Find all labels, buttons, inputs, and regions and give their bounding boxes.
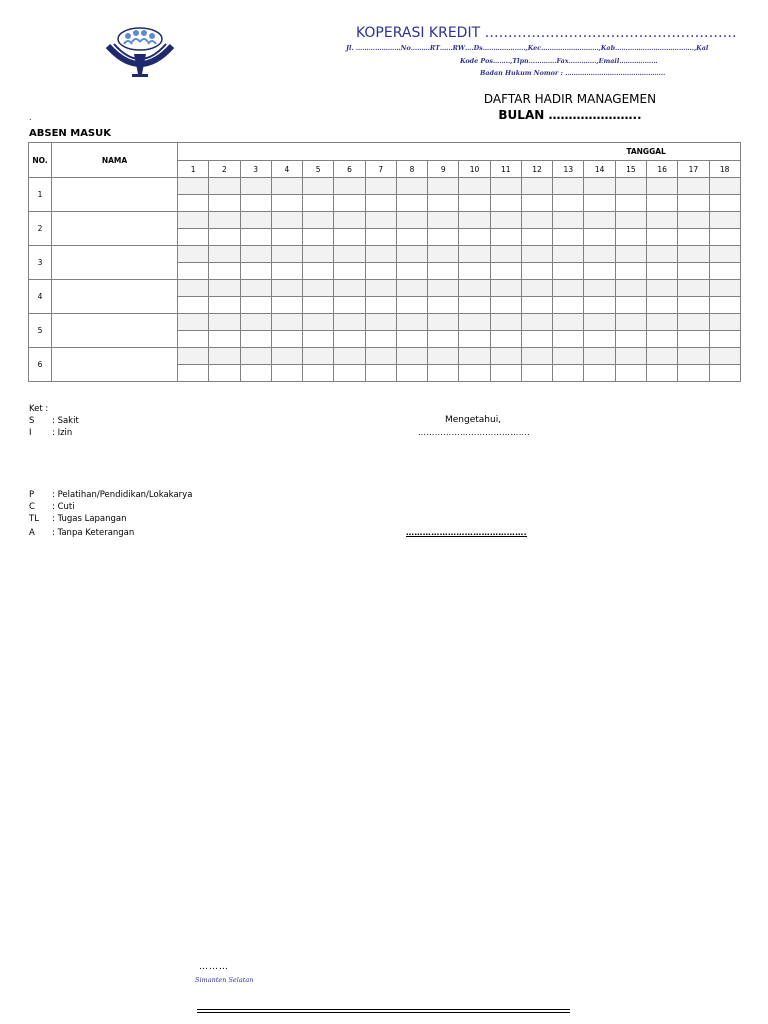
row-number: 1 [29,178,52,212]
attendance-cell[interactable] [271,348,302,365]
attendance-cell[interactable] [615,348,646,365]
attendance-cell[interactable] [615,178,646,195]
attendance-cell[interactable] [615,280,646,297]
attendance-cell[interactable] [490,246,521,263]
attendance-cell[interactable] [459,314,490,331]
attendance-cell[interactable] [553,297,584,314]
attendance-cell[interactable] [459,280,490,297]
attendance-cell[interactable] [303,212,334,229]
attendance-cell[interactable] [365,195,396,212]
attendance-cell[interactable] [709,195,740,212]
attendance-cell[interactable] [334,297,365,314]
name-cell[interactable] [52,280,178,314]
attendance-cell[interactable] [428,229,459,246]
day-header: 13 [553,161,584,178]
attendance-cell[interactable] [615,365,646,382]
attendance-cell[interactable] [396,263,427,280]
footer-rule-bottom [197,1012,570,1013]
footer-rule-top [197,1009,570,1010]
attendance-cell[interactable] [334,331,365,348]
name-cell[interactable] [52,178,178,212]
attendance-cell[interactable] [396,348,427,365]
attendance-cell[interactable] [396,212,427,229]
attendance-cell[interactable] [553,331,584,348]
legend-item-s [29,416,79,426]
attendance-cell[interactable] [240,348,271,365]
attendance-cell[interactable] [334,246,365,263]
attendance-cell[interactable] [428,212,459,229]
attendance-cell[interactable] [303,314,334,331]
attendance-cell[interactable] [521,314,552,331]
attendance-cell[interactable] [209,229,240,246]
attendance-cell[interactable] [365,246,396,263]
table-row [29,212,741,229]
attendance-cell[interactable] [709,297,740,314]
attendance-cell[interactable] [365,331,396,348]
legend-label: : Tanpa Keterangan [52,528,135,538]
table-row [29,178,741,195]
attendance-cell[interactable] [584,348,615,365]
attendance-cell[interactable] [178,348,209,365]
legend-item-a [29,528,134,538]
day-header: 11 [490,161,521,178]
attendance-cell[interactable] [271,280,302,297]
attendance-cell[interactable] [303,331,334,348]
row-number: 6 [29,348,52,382]
attendance-cell[interactable] [615,212,646,229]
attendance-cell[interactable] [490,212,521,229]
attendance-cell[interactable] [709,178,740,195]
attendance-cell[interactable] [303,229,334,246]
legend-heading: Ket : [29,404,49,414]
footer-dots: ……… [199,962,229,972]
attendance-cell[interactable] [646,297,677,314]
document-title: DAFTAR HADIR MANAGEMEN [483,92,657,106]
attendance-cell[interactable] [396,331,427,348]
attendance-cell[interactable] [521,263,552,280]
attendance-cell[interactable] [209,246,240,263]
attendance-cell[interactable] [365,178,396,195]
legend-code: C [29,502,35,512]
attendance-cell[interactable] [646,314,677,331]
attendance-cell[interactable] [240,365,271,382]
attendance-cell[interactable] [709,365,740,382]
attendance-cell[interactable] [428,246,459,263]
attendance-cell[interactable] [365,365,396,382]
column-header-nama: NAMA [52,143,178,178]
attendance-cell[interactable] [646,263,677,280]
day-header: 9 [428,161,459,178]
attendance-cell[interactable] [365,348,396,365]
attendance-cell[interactable] [396,229,427,246]
attendance-cell[interactable] [709,331,740,348]
attendance-cell[interactable] [240,314,271,331]
attendance-cell[interactable] [521,212,552,229]
legend-label: : Cuti [52,502,75,512]
attendance-cell[interactable] [178,263,209,280]
attendance-cell[interactable] [584,297,615,314]
attendance-cell[interactable] [428,263,459,280]
attendance-cell[interactable] [459,229,490,246]
attendance-cell[interactable] [334,280,365,297]
attendance-cell[interactable] [521,297,552,314]
attendance-cell[interactable] [615,195,646,212]
attendance-cell[interactable] [553,280,584,297]
address-line-2: Kode Pos……..,Tlpn………….Fax………….,Email……………… [460,57,658,65]
attendance-cell[interactable] [584,246,615,263]
attendance-cell[interactable] [646,229,677,246]
attendance-cell[interactable] [271,195,302,212]
attendance-cell[interactable] [646,365,677,382]
attendance-cell[interactable] [584,229,615,246]
attendance-cell[interactable] [428,331,459,348]
column-header-tanggal: TANGGAL [178,143,741,161]
attendance-cell[interactable] [709,280,740,297]
day-header: 18 [709,161,740,178]
attendance-cell[interactable] [459,348,490,365]
attendance-cell[interactable] [490,314,521,331]
attendance-cell[interactable] [396,195,427,212]
attendance-cell[interactable] [209,331,240,348]
day-header: 3 [240,161,271,178]
attendance-cell[interactable] [303,348,334,365]
attendance-cell[interactable] [209,195,240,212]
legend-item-tl [29,514,127,524]
legend-item-i [29,428,72,438]
attendance-cell[interactable] [584,178,615,195]
attendance-cell[interactable] [334,314,365,331]
attendance-table [28,142,741,382]
attendance-cell[interactable] [709,229,740,246]
attendance-cell[interactable] [334,263,365,280]
address-line-1: Jl. …………………No………RT……RW….Ds………………..,Kec………………………,Kab……………………………….,Kal [346,44,709,52]
attendance-cell[interactable] [240,195,271,212]
attendance-cell[interactable] [365,263,396,280]
attendance-cell[interactable] [521,246,552,263]
attendance-cell[interactable] [678,331,709,348]
attendance-cell[interactable] [490,297,521,314]
attendance-cell[interactable] [490,229,521,246]
attendance-cell[interactable] [615,297,646,314]
attendance-cell[interactable] [521,331,552,348]
row-number: 2 [29,212,52,246]
attendance-cell[interactable] [521,195,552,212]
signature-label: Mengetahui, [445,415,502,425]
day-header: 4 [271,161,302,178]
day-header: 6 [334,161,365,178]
attendance-cell[interactable] [178,229,209,246]
attendance-cell[interactable] [615,314,646,331]
attendance-cell[interactable] [209,365,240,382]
attendance-cell[interactable] [521,365,552,382]
signature-line-1: …………………………………. [418,428,531,437]
attendance-cell[interactable] [459,212,490,229]
attendance-cell[interactable] [553,229,584,246]
attendance-cell[interactable] [521,348,552,365]
footer-location: Simanten Selatan [195,976,254,984]
attendance-cell[interactable] [553,195,584,212]
legend-label: : Sakit [52,416,79,426]
attendance-cell[interactable] [646,178,677,195]
day-header: 17 [678,161,709,178]
attendance-cell[interactable] [709,246,740,263]
attendance-cell[interactable] [459,263,490,280]
attendance-cell[interactable] [396,178,427,195]
attendance-cell[interactable] [709,263,740,280]
attendance-cell[interactable] [396,314,427,331]
legend-item-c [29,502,75,512]
attendance-cell[interactable] [584,314,615,331]
attendance-cell[interactable] [209,178,240,195]
attendance-cell[interactable] [678,195,709,212]
attendance-cell[interactable] [178,280,209,297]
attendance-cell[interactable] [678,229,709,246]
attendance-cell[interactable] [271,365,302,382]
attendance-cell[interactable] [240,280,271,297]
attendance-cell[interactable] [303,297,334,314]
attendance-cell[interactable] [334,229,365,246]
attendance-cell[interactable] [271,297,302,314]
attendance-cell[interactable] [646,331,677,348]
attendance-cell[interactable] [396,297,427,314]
attendance-cell[interactable] [178,365,209,382]
name-cell[interactable] [52,246,178,280]
attendance-cell[interactable] [615,331,646,348]
attendance-cell[interactable] [303,246,334,263]
attendance-cell[interactable] [178,297,209,314]
attendance-cell[interactable] [365,314,396,331]
attendance-cell[interactable] [553,178,584,195]
table-row [29,246,741,263]
attendance-cell[interactable] [553,212,584,229]
attendance-cell[interactable] [646,348,677,365]
legend-code: S [29,416,35,426]
attendance-cell[interactable] [553,246,584,263]
attendance-cell[interactable] [428,348,459,365]
attendance-cell[interactable] [240,297,271,314]
attendance-cell[interactable] [428,280,459,297]
legend-label: : Tugas Lapangan [52,514,127,524]
day-header: 5 [303,161,334,178]
attendance-cell[interactable] [646,195,677,212]
attendance-cell[interactable] [365,212,396,229]
attendance-cell[interactable] [365,229,396,246]
attendance-cell[interactable] [178,246,209,263]
attendance-cell[interactable] [646,246,677,263]
attendance-cell[interactable] [178,331,209,348]
attendance-cell[interactable] [678,365,709,382]
attendance-cell[interactable] [428,178,459,195]
attendance-cell[interactable] [271,314,302,331]
attendance-cell[interactable] [334,195,365,212]
attendance-cell[interactable] [584,280,615,297]
legend-code: A [29,528,35,538]
attendance-cell[interactable] [209,280,240,297]
day-header: 1 [178,161,209,178]
attendance-cell[interactable] [271,246,302,263]
name-cell[interactable] [52,212,178,246]
attendance-cell[interactable] [396,246,427,263]
attendance-cell[interactable] [365,280,396,297]
attendance-cell[interactable] [490,348,521,365]
attendance-cell[interactable] [646,212,677,229]
name-cell[interactable] [52,314,178,348]
day-header: 8 [396,161,427,178]
attendance-cell[interactable] [584,212,615,229]
attendance-cell[interactable] [490,331,521,348]
attendance-cell[interactable] [303,280,334,297]
attendance-cell[interactable] [209,348,240,365]
attendance-cell[interactable] [428,195,459,212]
attendance-cell[interactable] [240,229,271,246]
row-number: 4 [29,280,52,314]
attendance-cell[interactable] [178,195,209,212]
legend-code: P [29,490,35,500]
attendance-cell[interactable] [678,314,709,331]
day-header: 2 [209,161,240,178]
row-number: 3 [29,246,52,280]
attendance-cell[interactable] [428,365,459,382]
attendance-cell[interactable] [459,365,490,382]
attendance-body [29,178,741,382]
day-header: 12 [521,161,552,178]
attendance-cell[interactable] [678,297,709,314]
attendance-cell[interactable] [209,263,240,280]
attendance-cell[interactable] [490,365,521,382]
attendance-cell[interactable] [678,348,709,365]
attendance-cell[interactable] [490,263,521,280]
attendance-cell[interactable] [709,348,740,365]
address-line-3: Badan Hukum Nomor : ……………………………………….. [480,69,666,77]
legend-code: I [29,428,32,438]
day-header: 7 [365,161,396,178]
attendance-cell[interactable] [303,195,334,212]
attendance-cell[interactable] [209,314,240,331]
attendance-cell[interactable] [521,229,552,246]
attendance-cell[interactable] [615,246,646,263]
attendance-cell[interactable] [709,212,740,229]
row-number: 5 [29,314,52,348]
attendance-cell[interactable] [271,229,302,246]
attendance-cell[interactable] [615,263,646,280]
cooperative-title: KOPERASI KREDIT ……………………………………………… [356,25,737,41]
attendance-cell[interactable] [271,263,302,280]
attendance-cell[interactable] [334,365,365,382]
table-row [29,314,741,331]
attendance-cell[interactable] [490,178,521,195]
attendance-cell[interactable] [615,229,646,246]
table-row [29,348,741,365]
attendance-cell[interactable] [553,263,584,280]
stray-mark: . [29,113,32,122]
legend-code: TL [29,514,39,524]
attendance-cell[interactable] [240,212,271,229]
signature-line-2: ……………………………………. [406,528,528,537]
attendance-cell[interactable] [271,178,302,195]
attendance-cell[interactable] [678,212,709,229]
attendance-cell[interactable] [553,314,584,331]
section-title: ABSEN MASUK [29,128,112,139]
attendance-cell[interactable] [678,178,709,195]
attendance-cell[interactable] [584,263,615,280]
attendance-cell[interactable] [584,331,615,348]
attendance-cell[interactable] [240,246,271,263]
attendance-cell[interactable] [521,178,552,195]
attendance-cell[interactable] [553,348,584,365]
attendance-cell[interactable] [396,280,427,297]
legend-item-p [29,490,192,500]
attendance-cell[interactable] [490,195,521,212]
attendance-cell[interactable] [459,297,490,314]
legend-label: : Izin [52,428,73,438]
attendance-cell[interactable] [303,365,334,382]
day-header: 15 [615,161,646,178]
attendance-cell[interactable] [271,331,302,348]
attendance-cell[interactable] [428,314,459,331]
day-header: 16 [646,161,677,178]
table-row [29,280,741,297]
attendance-cell[interactable] [428,297,459,314]
attendance-cell[interactable] [178,314,209,331]
attendance-cell[interactable] [678,280,709,297]
attendance-cell[interactable] [646,280,677,297]
attendance-cell[interactable] [334,212,365,229]
attendance-cell[interactable] [178,178,209,195]
attendance-cell[interactable] [271,212,302,229]
month-line: BULAN ………………….. [498,108,642,122]
attendance-cell[interactable] [240,331,271,348]
attendance-cell[interactable] [303,263,334,280]
attendance-cell[interactable] [584,195,615,212]
attendance-cell[interactable] [678,246,709,263]
attendance-cell[interactable] [240,263,271,280]
attendance-cell[interactable] [334,348,365,365]
attendance-cell[interactable] [365,297,396,314]
attendance-cell[interactable] [521,280,552,297]
cooperative-logo-icon [104,24,176,78]
attendance-cell[interactable] [678,263,709,280]
attendance-cell[interactable] [709,314,740,331]
attendance-cell[interactable] [240,178,271,195]
attendance-cell[interactable] [459,246,490,263]
attendance-cell[interactable] [459,195,490,212]
day-header: 14 [584,161,615,178]
column-header-no: NO. [29,143,52,178]
attendance-cell[interactable] [334,178,365,195]
attendance-cell[interactable] [490,280,521,297]
attendance-cell[interactable] [303,178,334,195]
name-cell[interactable] [52,348,178,382]
attendance-cell[interactable] [396,365,427,382]
legend-label: : Pelatihan/Pendidikan/Lokakarya [52,490,193,500]
attendance-cell[interactable] [553,365,584,382]
attendance-cell[interactable] [209,212,240,229]
attendance-cell[interactable] [459,331,490,348]
attendance-cell[interactable] [584,365,615,382]
day-header: 10 [459,161,490,178]
attendance-cell[interactable] [178,212,209,229]
attendance-cell[interactable] [209,297,240,314]
attendance-cell[interactable] [459,178,490,195]
